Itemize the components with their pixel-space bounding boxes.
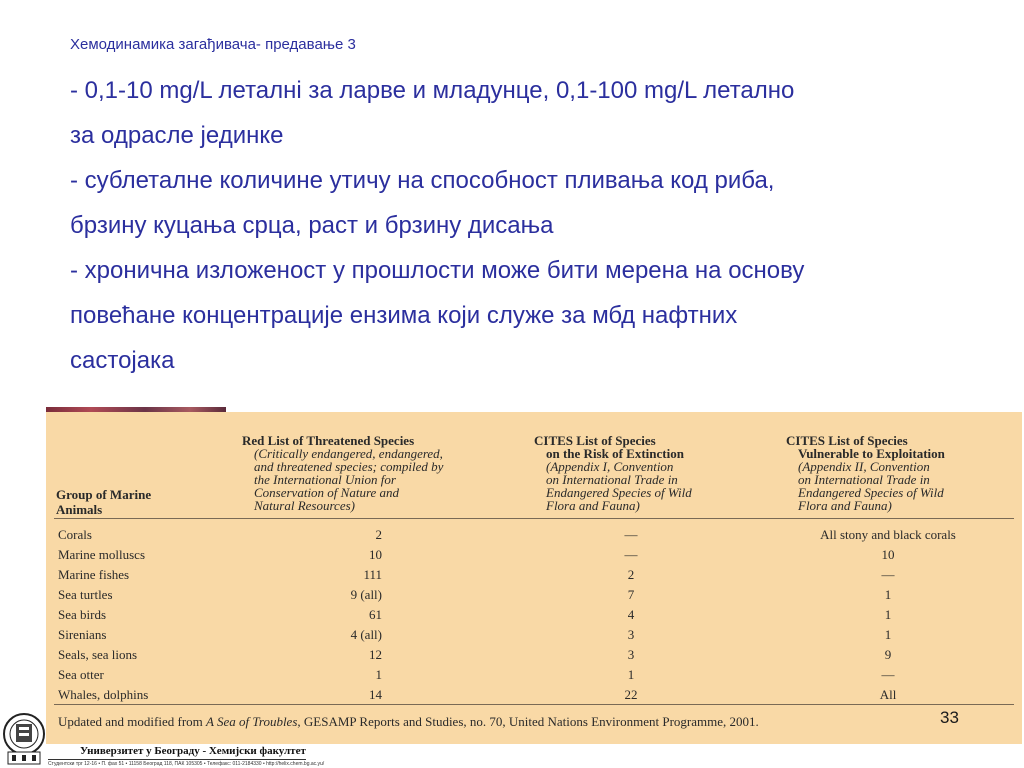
cell-cites-2: 10 xyxy=(881,547,895,562)
body-line: - сублеталне количине утичу на способност пливања код риба, xyxy=(70,167,775,194)
column-subtitle: (Appendix I, Convention xyxy=(546,459,674,474)
footnote-suffix: , GESAMP Reports and Studies, no. 70, United Nations Environment Programme, 2001. xyxy=(297,714,759,729)
column-subtitle: Endangered Species of Wild xyxy=(798,485,944,500)
column-subtitle: (Appendix II, Convention xyxy=(798,459,930,474)
footer-address: Студентски трг 12-16 • П. фах 51 • 11158 Београд 118, ПАК 105305 • Телефакс: 011-2184330 • http://helix.chem.bg.ac.yu/ xyxy=(48,761,325,767)
species-table-image xyxy=(46,412,1022,744)
cell-red-list: 10 xyxy=(369,547,382,562)
group-header-line: Animals xyxy=(56,502,103,517)
column-subtitle: Endangered Species of Wild xyxy=(546,485,692,500)
body-line: састојака xyxy=(70,347,175,374)
university-seal-icon xyxy=(2,712,46,766)
cell-group: Sea turtles xyxy=(58,587,113,602)
table-row xyxy=(46,545,1022,565)
cell-cites-1: 1 xyxy=(627,667,635,682)
cell-group: Sea otter xyxy=(58,667,104,682)
table-row xyxy=(46,665,1022,685)
cell-cites-1: 4 xyxy=(627,607,635,622)
cell-cites-2: 1 xyxy=(884,607,892,622)
column-subtitle: (Critically endangered, endangered, xyxy=(254,446,443,461)
column-subtitle: Conservation of Nature and xyxy=(254,485,400,500)
column-title: CITES List of Species xyxy=(534,433,656,448)
table-row xyxy=(46,565,1022,585)
cell-red-list: 61 xyxy=(369,607,382,622)
column-subtitle: the International Union for xyxy=(254,472,396,487)
cell-cites-1: 7 xyxy=(627,587,635,602)
cell-red-list: 1 xyxy=(375,667,382,682)
column-subtitle: on International Trade in xyxy=(798,472,930,487)
cell-cites-2: — xyxy=(881,567,895,582)
cell-group: Seals, sea lions xyxy=(58,647,138,662)
table-row xyxy=(46,585,1022,605)
column-subtitle: Natural Resources) xyxy=(254,498,355,513)
cell-red-list: 9 (all) xyxy=(350,587,382,602)
cell-group: Marine molluscs xyxy=(58,547,146,562)
cell-cites-1: 3 xyxy=(627,647,635,662)
table-rule xyxy=(54,518,1014,519)
cell-red-list: 2 xyxy=(375,527,382,542)
column-subtitle: Flora and Fauna) xyxy=(546,498,640,513)
cell-group: Whales, dolphins xyxy=(58,687,149,702)
body-line: - хронична изложеност у прошлости може бити мерена на основу xyxy=(70,257,805,284)
column-header-cites-2 xyxy=(786,434,1022,512)
cell-cites-1: 2 xyxy=(627,567,635,582)
cell-cites-2: All xyxy=(879,687,897,702)
group-header-line: Group of Marine xyxy=(56,487,152,502)
column-title: Red List of Threatened Species xyxy=(242,433,415,448)
cell-red-list: 14 xyxy=(369,687,382,702)
table-row xyxy=(46,685,1022,705)
column-title: CITES List of Species xyxy=(786,433,908,448)
cell-red-list: 4 (all) xyxy=(350,627,382,642)
body-line: брзину куцања срца, раст и брзину дисања xyxy=(70,212,554,239)
table-row xyxy=(46,605,1022,625)
cell-cites-1: 3 xyxy=(627,627,635,642)
table-row xyxy=(46,645,1022,665)
column-title: on the Risk of Extinction xyxy=(546,446,684,461)
cell-cites-2: 1 xyxy=(884,587,892,602)
table-row xyxy=(46,525,1022,545)
cell-group: Sea birds xyxy=(58,607,107,622)
column-header-red-list xyxy=(242,434,532,512)
cell-group: Sirenians xyxy=(58,627,107,642)
cell-cites-2: 1 xyxy=(884,627,892,642)
column-subtitle: on International Trade in xyxy=(546,472,678,487)
footnote-prefix: Updated and modified from xyxy=(58,714,207,729)
table-body xyxy=(46,525,1022,705)
cell-cites-1: — xyxy=(624,527,638,542)
footer-divider xyxy=(48,759,306,760)
cell-cites-2: All stony and black corals xyxy=(820,527,956,542)
column-title: Vulnerable to Exploitation xyxy=(798,446,945,461)
column-subtitle: Flora and Fauna) xyxy=(798,498,892,513)
cell-cites-2: — xyxy=(881,667,895,682)
footer-institution: Универзитет у Београду - Хемијски факултет xyxy=(80,745,306,757)
slide-header: Хемодинамика загађивача- предавање 3 xyxy=(70,36,356,53)
column-header-cites-1 xyxy=(534,434,774,512)
footnote-source: A Sea of Troubles xyxy=(206,714,298,729)
cell-group: Marine fishes xyxy=(58,567,130,582)
body-line: за одрасле јединке xyxy=(70,122,284,149)
slide-body xyxy=(70,68,970,383)
column-subtitle: and threatened species; compiled by xyxy=(254,459,444,474)
cell-cites-1: — xyxy=(624,547,638,562)
table-row xyxy=(46,625,1022,645)
cell-group: Corals xyxy=(58,527,92,542)
body-line: повећане концентрације ензима који служе за мбд нафтних xyxy=(70,302,738,329)
cell-cites-1: 22 xyxy=(624,687,638,702)
cell-red-list: 12 xyxy=(369,647,382,662)
cell-red-list: 111 xyxy=(363,567,382,582)
cell-cites-2: 9 xyxy=(884,647,892,662)
group-column-header xyxy=(56,487,151,517)
slide-number: 33 xyxy=(940,708,959,727)
table-footnote xyxy=(58,714,759,730)
table-rule xyxy=(54,704,1014,705)
body-line: - 0,1-10 mg/L леталнi за ларве и младунце, 0,1-100 mg/L летално xyxy=(70,77,795,104)
